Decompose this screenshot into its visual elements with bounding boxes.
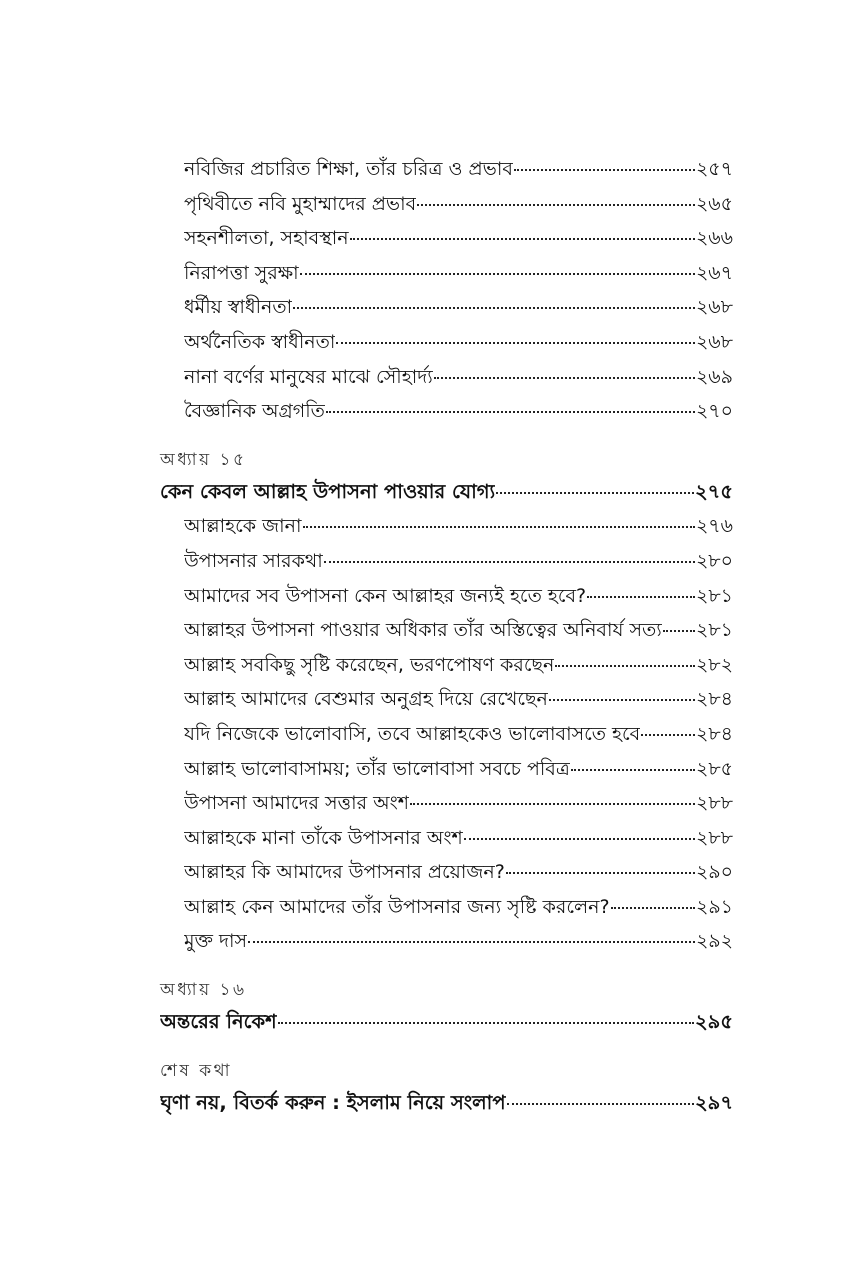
dot-leader bbox=[278, 1022, 694, 1024]
dot-leader bbox=[293, 307, 695, 309]
toc-entry[interactable] bbox=[160, 821, 733, 856]
toc-entry[interactable] bbox=[160, 648, 733, 683]
toc-entry[interactable] bbox=[160, 752, 733, 787]
toc-entry-title: যদি নিজেকে ভালোবাসি, তবে আল্লাহকেও ভালোবাসতে হবে bbox=[184, 722, 641, 745]
toc-entry-title: আমাদের সব উপাসনা কেন আল্লাহর জন্যই হতে হবে? bbox=[184, 584, 587, 607]
epilogue-page: ২৯৭ bbox=[694, 1090, 733, 1114]
toc-entry[interactable] bbox=[160, 855, 733, 890]
toc-entry[interactable] bbox=[160, 890, 733, 925]
toc-entry-title: নানা বর্ণের মানুষের মাঝে সৌহার্দ্য bbox=[184, 365, 433, 388]
chapter-15-title: কেন কেবল আল্লাহ উপাসনা পাওয়ার যোগ্য bbox=[160, 479, 496, 503]
chapter-16-page: ২৯৫ bbox=[695, 1010, 733, 1034]
toc-entry-title: অর্থনৈতিক স্বাধীনতা bbox=[184, 330, 336, 353]
toc-entry-page: ২৮৮ bbox=[695, 826, 733, 849]
chapter-15-entry[interactable] bbox=[160, 475, 733, 510]
toc-entry-title: উপাসনার সারকথা bbox=[184, 549, 323, 572]
toc-entry[interactable] bbox=[160, 325, 733, 360]
toc-entry-page: ২৮৪ bbox=[695, 722, 733, 745]
toc-entry-title: মুক্ত দাস bbox=[184, 930, 248, 953]
toc-entry[interactable] bbox=[160, 682, 733, 717]
chapter-16-entry[interactable] bbox=[160, 1005, 733, 1040]
epilogue-title: ঘৃণা নয়, বিতর্ক করুন : ইসলাম নিয়ে সংলাপ bbox=[160, 1090, 506, 1114]
toc-entry[interactable] bbox=[160, 360, 733, 395]
chapter-15-page: ২৭৫ bbox=[694, 479, 733, 503]
toc-entry-page: ২৮৪ bbox=[695, 688, 733, 711]
toc-entry-title: আল্লাহকে মানা তাঁকে উপাসনার অংশ bbox=[184, 826, 463, 849]
toc-entry[interactable] bbox=[160, 509, 733, 544]
toc-entry-page: ২৯২ bbox=[695, 930, 733, 953]
table-of-contents bbox=[160, 152, 733, 1120]
toc-entry-page: ২৬৮ bbox=[695, 296, 733, 319]
toc-entry-page: ২৬৮ bbox=[695, 330, 733, 353]
toc-entry[interactable] bbox=[160, 221, 733, 256]
chapter-16-title: অন্তরের নিকেশ bbox=[160, 1010, 277, 1034]
dot-leader bbox=[434, 377, 695, 379]
dot-leader bbox=[336, 342, 695, 344]
dot-leader bbox=[587, 596, 695, 598]
toc-entry[interactable] bbox=[160, 290, 733, 325]
toc-entry-title: আল্লাহর কি আমাদের উপাসনার প্রয়োজন? bbox=[184, 861, 505, 884]
toc-entry-title: আল্লাহকে জানা bbox=[184, 515, 302, 538]
toc-entry-page: ২৮০ bbox=[695, 549, 733, 572]
toc-entry-title: বৈজ্ঞানিক অগ্রগতি bbox=[184, 400, 325, 423]
dot-leader bbox=[300, 273, 695, 275]
toc-entry[interactable] bbox=[160, 394, 733, 429]
toc-entry-title: উপাসনা আমাদের সত্তার অংশ bbox=[184, 792, 409, 815]
dot-leader bbox=[506, 872, 695, 874]
toc-entry-page: ২৯০ bbox=[695, 861, 733, 884]
toc-entry-page: ২৮১ bbox=[695, 584, 733, 607]
toc-entry-title: আল্লাহ আমাদের বেশুমার অনুগ্রহ দিয়ে রেখেছেন bbox=[184, 688, 548, 711]
toc-entry-page: ২৫৭ bbox=[695, 158, 733, 180]
dot-leader bbox=[248, 941, 695, 943]
toc-entry-title: আল্লাহর উপাসনা পাওয়ার অধিকার তাঁর অস্তিত্বের অনিবার্য সত্য bbox=[184, 619, 662, 642]
toc-entry-title: ধর্মীয় স্বাধীনতা bbox=[184, 296, 293, 319]
dot-leader bbox=[350, 238, 695, 240]
toc-entry-page: ২৬৫ bbox=[695, 192, 733, 215]
toc-entry[interactable] bbox=[160, 613, 733, 648]
toc-entry-page: ২৮৮ bbox=[695, 792, 733, 815]
toc-entry-page: ২৮২ bbox=[695, 653, 733, 676]
toc-entry-page: ২৬৭ bbox=[695, 261, 733, 284]
epilogue-entry[interactable] bbox=[160, 1086, 733, 1121]
dot-leader bbox=[464, 838, 695, 840]
toc-entry-page: ২৬৬ bbox=[695, 227, 733, 250]
toc-entry[interactable] bbox=[160, 579, 733, 614]
dot-leader bbox=[555, 665, 695, 667]
dot-leader bbox=[324, 561, 695, 563]
dot-leader bbox=[496, 492, 694, 494]
toc-entry-title: আল্লাহ ভালোবাসাময়; তাঁর ভালোবাসা সবচে পবিত্র bbox=[184, 757, 570, 780]
toc-entry-title: আল্লাহ কেন আমাদের তাঁর উপাসনার জন্য সৃষ্টি করলেন? bbox=[184, 895, 610, 918]
dot-leader bbox=[326, 411, 695, 413]
toc-entry-title: নবিজির প্রচারিত শিক্ষা, তাঁর চরিত্র ও প্রভাব bbox=[184, 158, 513, 180]
toc-entry-title: সহনশীলতা, সহাবস্থান bbox=[184, 227, 349, 250]
toc-entry-page: ২৭০ bbox=[695, 400, 733, 423]
dot-leader bbox=[417, 204, 695, 206]
toc-entry[interactable] bbox=[160, 187, 733, 222]
toc-entry-page: ২৭৬ bbox=[695, 515, 733, 538]
dot-leader bbox=[571, 769, 695, 771]
dot-leader bbox=[507, 1103, 694, 1105]
toc-entry[interactable] bbox=[160, 256, 733, 291]
dot-leader bbox=[641, 734, 695, 736]
dot-leader bbox=[410, 803, 695, 805]
toc-entry-page: ২৮৫ bbox=[695, 757, 733, 780]
dot-leader bbox=[611, 907, 695, 909]
toc-entry-title: নিরাপত্তা সুরক্ষা bbox=[184, 261, 299, 284]
toc-entry-title: আল্লাহ সবকিছু সৃষ্টি করেছেন, ভরণপোষণ করছেন bbox=[184, 653, 555, 676]
epilogue-heading: শেষ কথা bbox=[160, 1060, 233, 1081]
toc-entry[interactable] bbox=[160, 786, 733, 821]
toc-entry[interactable] bbox=[160, 717, 733, 752]
toc-entry[interactable] bbox=[160, 152, 733, 187]
toc-entry[interactable] bbox=[160, 924, 733, 959]
chapter-15-heading: অধ্যায় ১৫ bbox=[160, 449, 247, 470]
dot-leader bbox=[303, 526, 695, 528]
dot-leader bbox=[549, 699, 695, 701]
dot-leader bbox=[663, 630, 695, 632]
toc-entry-title: পৃথিবীতে নবি মুহাম্মাদের প্রভাব bbox=[184, 192, 417, 215]
toc-entry-page: ২৯১ bbox=[695, 895, 733, 918]
chapter-16-heading: অধ্যায় ১৬ bbox=[160, 980, 247, 1001]
toc-entry-page: ২৬৯ bbox=[695, 365, 733, 388]
toc-entry-page: ২৮১ bbox=[695, 619, 733, 642]
toc-entry[interactable] bbox=[160, 544, 733, 579]
dot-leader bbox=[514, 169, 695, 171]
